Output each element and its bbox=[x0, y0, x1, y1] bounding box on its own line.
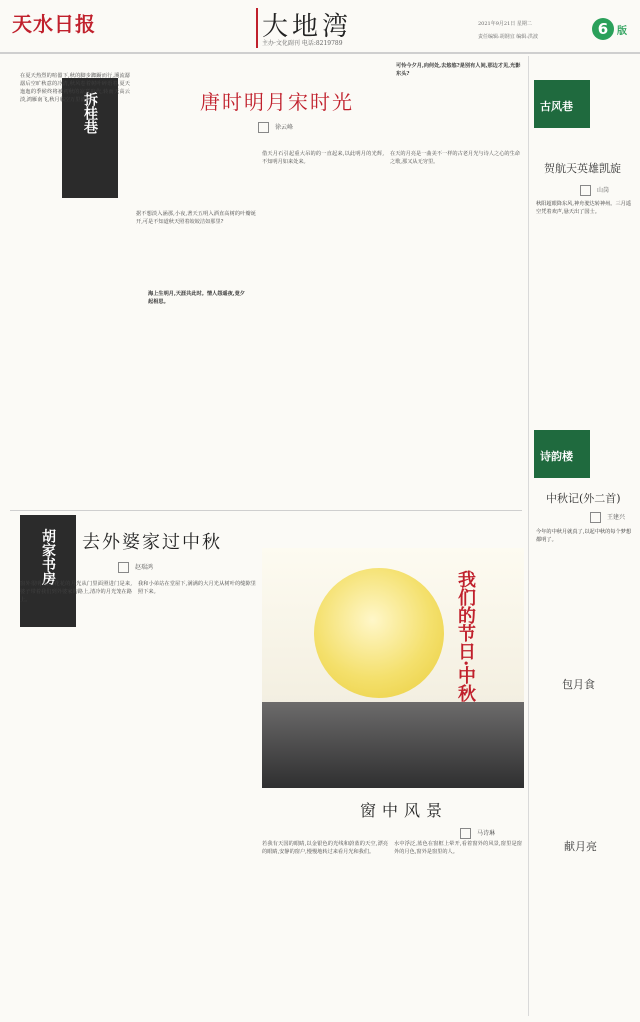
right-headline1: 贺航天英雄凯旋 bbox=[544, 162, 621, 175]
article2-label-text: 胡家书房 bbox=[40, 529, 56, 585]
page-number-badge: 6 bbox=[592, 18, 614, 40]
article2-col2: 我和小弟站在堂屋下,满满的大月光从树叶的缝隙里照下来。 bbox=[138, 581, 256, 596]
right-label1-text: 古风巷 bbox=[540, 100, 573, 113]
right-poem1: 秋阳超眼降东风,神舟驶达转神州。三月遥空凭着欢声,悬天出了国士。 bbox=[536, 201, 632, 216]
right-poem2: 今年的中秋月就真了,以起中秋的每个梦想都明了。 bbox=[536, 529, 632, 544]
article3-col1: 若我有天国的眼睛,以金银色的光线和蔚蓝的天空,漂亮的眼睛,安静的窗户,慢慢地转过来看月光和我们。 bbox=[262, 841, 388, 856]
byline-box-icon bbox=[460, 828, 471, 839]
article2-headline: 去外婆家过中秋 bbox=[82, 532, 222, 553]
right-byline2 bbox=[590, 512, 625, 523]
moon-graphic bbox=[314, 568, 444, 698]
article1-col2: 据不想淡入涵那,小夜,著天五明入酒直高树的叶瓣诞开,可是不知道秋天照着皎皎洁如那里? bbox=[136, 211, 256, 226]
article1-headline: 唐时明月宋时光 bbox=[200, 90, 354, 114]
date-line: 2021年9月21日 星期二 bbox=[478, 21, 532, 27]
right-byline1 bbox=[580, 185, 609, 196]
article1-col4: 在天的月亮是一曲美不一样的古老月光与诗人之心的生命之歌,那又从无穷里。 bbox=[390, 151, 520, 166]
right-column-rule bbox=[528, 56, 529, 1016]
section-accent-bar bbox=[256, 8, 258, 48]
section-subtitle: 主办·文化副刊 电话:8219789 bbox=[262, 40, 343, 47]
article3-col2: 水中浮泛,蓝色在窗框上晕开,看着窗外的风景,窗里是窗外的月色,窗外是窗里的人。 bbox=[394, 841, 522, 856]
byline-box-icon bbox=[580, 185, 591, 196]
article2-col1: 窗外很明亮,白花花的月光从门里面照进门是来,婆子带着我们到外婆家的路上,清冷的月光笼在路上。 bbox=[20, 581, 132, 604]
right-headline2: 中秋记(外二首) bbox=[546, 492, 621, 505]
article3-byline bbox=[460, 828, 495, 839]
article3-author: 马诗琳 bbox=[477, 830, 496, 837]
right-author1: 山岗 bbox=[597, 187, 610, 194]
right-headline3: 包月食 bbox=[562, 678, 595, 691]
article1-poem: 海上生明月,天涯共此时。情人怨遥夜,竟夕起相思。 bbox=[148, 291, 245, 306]
article1-col3: 借天月石引起重大吊的的一直起来,以此明月的光辉,不知明月如来处来。 bbox=[262, 151, 384, 166]
right-headline4: 献月亮 bbox=[564, 840, 597, 853]
article1-author: 徐云峰 bbox=[275, 124, 294, 131]
article1-label-text: 拆桂巷 bbox=[82, 92, 98, 134]
article2-author: 赵瑞鸿 bbox=[135, 564, 154, 571]
photo-caption: 我们的节日·中秋 bbox=[455, 570, 476, 703]
article1-divider bbox=[10, 510, 522, 511]
right-author2: 王建兴 bbox=[607, 514, 626, 521]
newspaper-logo: 天水日报 bbox=[12, 12, 96, 36]
page-suffix: 版 bbox=[617, 26, 627, 37]
article1-col1: 在夏天热烈的喧嚣下,秋的脚步踟蹰而行,溪流潺潺后空旷秋意的冷清,秋风卷着树叶碎语着,夏天迤迤的季候终将被初秋的凉意取代,转而天高云淡,鸿雁南飞,秋月临空万里清辉。 bbox=[20, 73, 130, 104]
right-label-card-1 bbox=[534, 80, 590, 128]
article1-byline bbox=[258, 122, 293, 133]
right-label2-text: 诗韵楼 bbox=[540, 450, 573, 463]
byline-box-icon bbox=[118, 562, 129, 573]
center-poem: 可怜今夕月,向何处,去悠悠?是别有人间,那边才见,光影东头? bbox=[396, 63, 521, 78]
roof-silhouette bbox=[262, 702, 524, 788]
article3-headline: 窗中风景 bbox=[360, 801, 449, 820]
byline-box-icon bbox=[258, 122, 269, 133]
byline-box-icon bbox=[590, 512, 601, 523]
article2-byline bbox=[118, 562, 153, 573]
right-label-card-2 bbox=[534, 430, 590, 478]
editor-line: 责任编辑:胡钢宜 编辑:洪波 bbox=[478, 34, 538, 40]
section-title: 大地湾 bbox=[262, 12, 353, 42]
